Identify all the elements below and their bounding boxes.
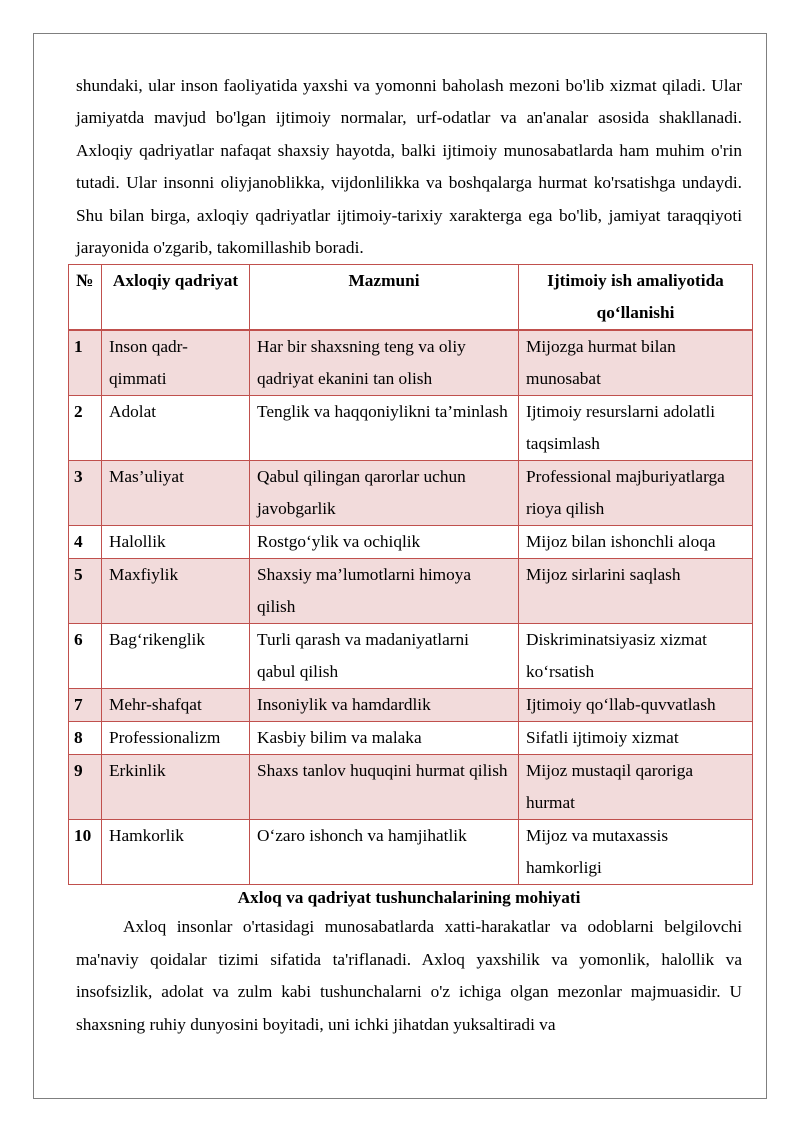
row-meaning: Har bir shaxsning teng va oliy qadriyat ekanini tan olish: [250, 330, 519, 396]
table-header-row: [69, 265, 753, 331]
row-value: Mas’uliyat: [102, 461, 250, 526]
table-row: [69, 559, 753, 624]
table-row: [69, 689, 753, 722]
row-value: Mehr-shafqat: [102, 689, 250, 722]
header-practice: Ijtimoiy ish amaliyotida qo‘llanishi: [519, 265, 753, 331]
row-meaning: Kasbiy bilim va malaka: [250, 722, 519, 755]
row-number: 8: [69, 722, 102, 755]
table-row: [69, 526, 753, 559]
table-row: [69, 722, 753, 755]
row-value: Erkinlik: [102, 755, 250, 820]
table-body: [69, 330, 753, 885]
row-meaning: Tenglik va haqqoniylikni ta’minlash: [250, 396, 519, 461]
row-practice: Mijozga hurmat bilan munosabat: [519, 330, 753, 396]
row-practice: Ijtimoiy resurslarni adolatli taqsimlash: [519, 396, 753, 461]
table-row: [69, 461, 753, 526]
header-value: Axloqiy qadriyat: [102, 265, 250, 331]
table-row: [69, 820, 753, 885]
row-practice: Mijoz va mutaxassis hamkorligi: [519, 820, 753, 885]
table-row: [69, 755, 753, 820]
row-meaning: Insoniylik va hamdardlik: [250, 689, 519, 722]
row-practice: Mijoz sirlarini saqlash: [519, 559, 753, 624]
row-number: 3: [69, 461, 102, 526]
table-row: [69, 396, 753, 461]
row-practice: Ijtimoiy qo‘llab-quvvatlash: [519, 689, 753, 722]
row-practice: Sifatli ijtimoiy xizmat: [519, 722, 753, 755]
row-number: 7: [69, 689, 102, 722]
row-number: 6: [69, 624, 102, 689]
row-value: Maxfiylik: [102, 559, 250, 624]
section-paragraph: Axloq insonlar o'rtasidagi munosabatlarda xatti-harakatlar va odoblarni belgilovchi ma'naviy qoidalar tizimi sifatida ta'riflanadi. Axloq yaxshilik va yomonlik, halollik va insofsizlik, adolat va zulm kabi tushunchalarni o'z ichiga olgan mezonlar majmuasidir. U shaxsning ruhiy dunyosini boyitadi, uni ichki jihatdan yuksaltiradi va: [76, 917, 742, 1034]
row-number: 1: [69, 330, 102, 396]
row-meaning: Turli qarash va madaniyatlarni qabul qilish: [250, 624, 519, 689]
row-meaning: Shaxs tanlov huquqini hurmat qilish: [250, 755, 519, 820]
row-number: 2: [69, 396, 102, 461]
row-number: 4: [69, 526, 102, 559]
values-table: [68, 264, 753, 885]
row-practice: Diskriminatsiyasiz xizmat ko‘rsatish: [519, 624, 753, 689]
row-value: Halollik: [102, 526, 250, 559]
row-meaning: Qabul qilingan qarorlar uchun javobgarlik: [250, 461, 519, 526]
row-meaning: Rostgo‘ylik va ochiqlik: [250, 526, 519, 559]
row-practice: Mijoz bilan ishonchli aloqa: [519, 526, 753, 559]
row-number: 9: [69, 755, 102, 820]
row-practice: Mijoz mustaqil qaroriga hurmat: [519, 755, 753, 820]
table-row: [69, 330, 753, 396]
row-practice: Professional majburiyatlarga rioya qilish: [519, 461, 753, 526]
section-title: Axloq va qadriyat tushunchalarining mohiyati: [237, 888, 581, 908]
row-value: Inson qadr-qimmati: [102, 330, 250, 396]
table-row: [69, 624, 753, 689]
intro-paragraph: shundaki, ular inson faoliyatida yaxshi va yomonni baholash mezoni bo'lib xizmat qiladi. Ular jamiyatda mavjud bo'lgan ijtimoiy normalar, urf-odatlar va an'analar asosida shakllanadi. Axloqiy qadriyatlar nafaqat shaxsiy hayotda, balki ijtimoiy munosabatlarda ham muhim o'rin tutadi. Ular insonni oliyjanoblikka, vijdonlilikka va boshqalarga hurmat ko'rsatishga undaydi. Shu bilan birga, axloqiy qadriyatlar ijtimoiy-tarixiy xarakterga ega bo'lib, jamiyat taraqqiyoti jarayonida o'zgarib, takomillashib boradi.: [76, 76, 742, 258]
row-number: 10: [69, 820, 102, 885]
row-value: Hamkorlik: [102, 820, 250, 885]
row-number: 5: [69, 559, 102, 624]
row-meaning: Shaxsiy ma’lumotlarni himoya qilish: [250, 559, 519, 624]
row-value: Adolat: [102, 396, 250, 461]
row-value: Professionalizm: [102, 722, 250, 755]
row-meaning: O‘zaro ishonch va hamjihatlik: [250, 820, 519, 885]
document-body: [76, 70, 742, 1041]
header-meaning: Mazmuni: [250, 265, 519, 331]
header-number: №: [69, 265, 102, 331]
row-value: Bag‘rikenglik: [102, 624, 250, 689]
